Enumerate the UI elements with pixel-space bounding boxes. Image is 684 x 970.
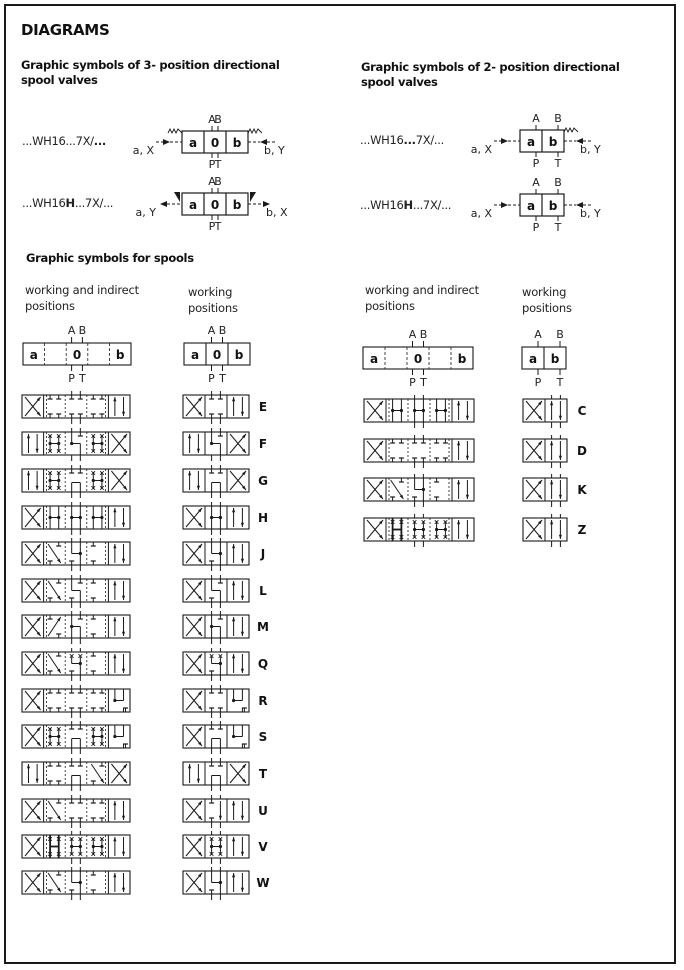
spool-symbol-short-Z	[523, 514, 567, 547]
arrowhead-icon	[232, 654, 235, 658]
arrowhead-icon	[241, 632, 244, 636]
arrowhead-icon	[163, 139, 170, 145]
pilot-label-right: b, X	[266, 206, 288, 219]
port-label-a: A	[67, 324, 76, 337]
arrowhead-icon	[241, 523, 244, 527]
spool-header-2pos-full	[363, 328, 473, 389]
port-label-a: A	[532, 112, 540, 125]
arrowhead-icon	[241, 816, 244, 820]
spool-letter-E: E	[258, 400, 268, 414]
arrowhead-icon	[160, 201, 167, 207]
pilot-label-left: a, X	[470, 143, 492, 156]
spool-symbol-full-H	[22, 502, 130, 535]
arrowhead-icon	[559, 535, 562, 539]
arrowhead-icon	[241, 888, 244, 892]
col-heading-line2: positions	[522, 301, 572, 315]
spool-letter-R: R	[258, 694, 268, 708]
arrowhead-icon	[466, 416, 469, 420]
spool-header-2pos-short	[522, 328, 566, 389]
pilot-label-left: a, Y	[135, 206, 156, 219]
arrowhead-icon	[559, 456, 562, 460]
pilot-label-left: a, X	[470, 207, 492, 220]
spool-symbol-short-Q	[183, 648, 249, 681]
arrowhead-icon	[550, 441, 553, 445]
header-cell-label: b	[115, 348, 125, 362]
arrowhead-icon	[36, 449, 39, 453]
spool-letter-M: M	[257, 620, 269, 634]
spool-symbol-full-U	[22, 795, 130, 828]
spool-header-3pos-full	[23, 324, 131, 385]
arrowhead-icon	[241, 559, 244, 563]
arrowhead-icon	[122, 523, 125, 527]
valve-code-3pos-hydraulic: ...WH16H...7X/...	[22, 196, 114, 210]
arrowhead-icon	[113, 873, 116, 877]
spool-letter-T: T	[258, 767, 268, 781]
arrowhead-icon	[197, 449, 200, 453]
spool-symbol-short-M	[183, 611, 249, 644]
spool-letter-U: U	[258, 804, 268, 818]
arrowhead-icon	[550, 480, 553, 484]
col-heading-line2: positions	[365, 299, 415, 313]
arrowhead-icon	[241, 412, 244, 416]
arrowhead-icon	[219, 816, 222, 820]
spool-symbol-short-E	[183, 391, 249, 424]
pilot-triangle-icon	[250, 192, 256, 202]
header-cell-label: a	[369, 352, 379, 366]
arrowhead-icon	[241, 669, 244, 673]
spool-symbol-full-T	[22, 758, 130, 791]
arrowhead-icon	[466, 456, 469, 460]
header-cell-label: 0	[72, 348, 82, 362]
spool-symbol-short-K	[523, 474, 567, 507]
header-cell-label: a	[190, 348, 200, 362]
arrowhead-icon	[57, 617, 61, 621]
port-label-p: P	[68, 372, 75, 385]
spool-symbol-short-W	[183, 867, 249, 900]
arrowhead-icon	[122, 596, 125, 600]
spool-symbol-short-R	[183, 685, 249, 718]
spool-letter-G: G	[258, 474, 268, 488]
spring-icon	[564, 128, 578, 132]
port-label-p: P	[409, 376, 416, 389]
valve-symbol-3pos-standard	[133, 113, 285, 171]
port-label-p: P	[208, 220, 216, 233]
port-label-t: T	[219, 372, 226, 385]
arrowhead-icon	[232, 508, 235, 512]
port-label-a: A	[408, 328, 417, 341]
arrowhead-icon	[113, 581, 116, 585]
spool-symbol-full-R	[22, 685, 130, 718]
spool-letter-W: W	[256, 876, 270, 890]
arrowhead-icon	[27, 434, 30, 438]
arrowhead-icon	[188, 434, 191, 438]
col-heading-line1: working	[188, 285, 233, 299]
arrowhead-icon	[113, 617, 116, 621]
arrowhead-icon	[36, 779, 39, 783]
three-position-heading-line1: Graphic symbols of 3- position directional	[21, 58, 280, 72]
spool-symbol-short-V	[183, 831, 249, 864]
arrowhead-icon	[57, 669, 61, 673]
spool-letter-D: D	[577, 444, 587, 458]
arrowhead-icon	[466, 495, 469, 499]
spool-letter-K: K	[577, 483, 587, 497]
valve-code-2pos-standard: ...WH16...7X/...	[360, 133, 444, 147]
spool-letter-Q: Q	[257, 657, 269, 671]
port-label-b: B	[556, 328, 564, 341]
arrowhead-icon	[197, 779, 200, 783]
arrowhead-icon	[122, 412, 125, 416]
arrowhead-icon	[457, 401, 460, 405]
valve-symbol-2pos-hydraulic	[471, 176, 601, 234]
pilot-label-right: b, Y	[264, 144, 285, 157]
arrowhead-icon	[57, 888, 61, 892]
arrowhead-icon	[241, 596, 244, 600]
arrowhead-icon	[57, 596, 61, 600]
arrowhead-icon	[188, 764, 191, 768]
port-label-b: B	[419, 328, 428, 341]
spool-symbol-full-E	[22, 391, 130, 424]
valve-cell-label: b	[232, 198, 242, 212]
spool-symbol-full-L	[22, 575, 130, 608]
spool-symbol-full-J	[22, 538, 130, 571]
header-cell-label: 0	[212, 348, 222, 362]
port-label-t: T	[79, 372, 86, 385]
spool-symbol-full-S	[22, 721, 130, 754]
spool-symbol-short-T	[183, 758, 249, 791]
port-label-b: B	[554, 112, 562, 125]
page-title: DIAGRAMS	[21, 21, 110, 39]
arrowhead-icon	[113, 544, 116, 548]
port-label-a: A	[532, 176, 540, 189]
port-label-p: P	[532, 221, 540, 234]
pilot-label-right: b, Y	[580, 143, 601, 156]
valve-cell-label: b	[548, 135, 558, 149]
spool-symbol-short-D	[523, 435, 567, 468]
spool-letter-L: L	[259, 584, 267, 598]
pilot-triangle-icon	[174, 192, 180, 202]
pilot-label-left: a, X	[132, 144, 154, 157]
port-label-b: B	[214, 175, 222, 188]
spool-letter-V: V	[258, 840, 268, 854]
valve-cell-label: a	[526, 199, 536, 213]
port-label-a: A	[207, 324, 216, 337]
port-label-p: P	[208, 372, 215, 385]
spool-letter-Z: Z	[577, 523, 587, 537]
arrowhead-icon	[559, 495, 562, 499]
two-position-heading-line2: spool valves	[361, 75, 438, 89]
arrowhead-icon	[57, 816, 61, 820]
arrowhead-icon	[122, 669, 125, 673]
spool-symbol-short-L	[183, 575, 249, 608]
spool-symbol-short-G	[183, 465, 249, 498]
arrowhead-icon	[36, 486, 39, 490]
spool-symbol-short-S	[183, 721, 249, 754]
arrowhead-icon	[232, 801, 235, 805]
col-heading-line2: positions	[25, 299, 75, 313]
valve-symbol-3pos-hydraulic	[136, 175, 288, 233]
spring-icon	[168, 129, 182, 133]
spool-symbol-full-M	[22, 611, 130, 644]
spool-letter-S: S	[258, 730, 268, 744]
spool-symbol-full-D	[364, 435, 474, 468]
header-cell-label: b	[550, 352, 560, 366]
spool-letter-J: J	[260, 547, 266, 561]
spool-symbol-full-Q	[22, 648, 130, 681]
port-label-a: A	[208, 113, 216, 126]
port-label-b: B	[554, 176, 562, 189]
arrowhead-icon	[57, 559, 61, 563]
port-label-b: B	[218, 324, 227, 337]
header-cell-label: a	[29, 348, 38, 362]
arrowhead-icon	[113, 508, 116, 512]
arrowhead-icon	[188, 471, 191, 475]
arrowhead-icon	[113, 837, 116, 841]
valve-code-2pos-hydraulic: ...WH16H...7X/...	[360, 198, 452, 212]
header-cell-label: 0	[413, 352, 423, 366]
valve-cell-label: a	[526, 135, 536, 149]
valve-symbol-2pos-standard	[471, 112, 601, 170]
spool-symbol-full-Z	[364, 514, 474, 547]
port-label-t: T	[554, 157, 562, 170]
port-label-b: B	[214, 113, 222, 126]
three-position-heading-line2: spool valves	[21, 73, 98, 87]
spring-icon	[248, 129, 262, 133]
arrowhead-icon	[122, 632, 125, 636]
port-label-t: T	[214, 220, 222, 233]
spool-letter-H: H	[257, 511, 269, 525]
arrowhead-icon	[197, 486, 200, 490]
valve-code-3pos-standard: ...WH16...7X/...	[22, 134, 106, 148]
valve-cell-label: a	[188, 198, 198, 212]
arrowhead-icon	[122, 888, 125, 892]
valve-cell-label: b	[548, 199, 558, 213]
arrowhead-icon	[122, 816, 125, 820]
spool-symbol-full-W	[22, 867, 130, 900]
port-label-t: T	[554, 221, 562, 234]
port-label-b: B	[78, 324, 87, 337]
port-label-t: T	[214, 158, 222, 171]
spool-symbol-short-C	[523, 395, 567, 428]
pilot-label-right: b, Y	[580, 207, 601, 220]
valve-cell-label: a	[188, 136, 198, 150]
valve-cell-label: b	[232, 136, 242, 150]
spool-letter-F: F	[258, 437, 268, 451]
spool-symbol-short-U	[183, 795, 249, 828]
arrowhead-icon	[27, 764, 30, 768]
port-label-t: T	[420, 376, 427, 389]
arrowhead-icon	[501, 138, 508, 144]
port-label-t: T	[556, 376, 564, 389]
arrowhead-icon	[457, 520, 460, 524]
arrowhead-icon	[100, 779, 104, 783]
arrowhead-icon	[232, 617, 235, 621]
header-cell-label: b	[234, 348, 244, 362]
port-label-p: P	[208, 158, 216, 171]
spool-symbol-full-K	[364, 474, 474, 507]
arrowhead-icon	[501, 202, 508, 208]
port-label-a: A	[208, 175, 216, 188]
arrowhead-icon	[466, 535, 469, 539]
arrowhead-icon	[113, 654, 116, 658]
col-heading-line1: working	[522, 285, 567, 299]
valve-cell-label: 0	[210, 136, 220, 150]
spool-symbol-full-V	[22, 831, 130, 864]
arrowhead-icon	[232, 581, 235, 585]
spools-heading: Graphic symbols for spools	[26, 251, 194, 265]
spool-symbol-short-H	[183, 502, 249, 535]
arrowhead-icon	[559, 416, 562, 420]
spool-symbol-full-F	[22, 428, 130, 461]
two-position-heading-line1: Graphic symbols of 2- position directional	[361, 60, 620, 74]
spool-letter-C: C	[577, 404, 587, 418]
arrowhead-icon	[113, 801, 116, 805]
spool-symbol-full-G	[22, 465, 130, 498]
arrowhead-icon	[550, 520, 553, 524]
col-heading-line2: positions	[188, 301, 238, 315]
spool-symbol-short-J	[183, 538, 249, 571]
arrowhead-icon	[241, 852, 244, 856]
arrowhead-icon	[457, 480, 460, 484]
spool-header-3pos-short	[184, 324, 250, 385]
header-cell-label: a	[528, 352, 538, 366]
header-cell-label: b	[457, 352, 467, 366]
arrowhead-icon	[457, 441, 460, 445]
arrowhead-icon	[122, 559, 125, 563]
arrowhead-icon	[232, 544, 235, 548]
arrowhead-icon	[232, 873, 235, 877]
spool-symbol-full-C	[364, 395, 474, 428]
arrowhead-icon	[122, 852, 125, 856]
arrowhead-icon	[550, 401, 553, 405]
port-label-p: P	[534, 376, 542, 389]
port-label-a: A	[534, 328, 542, 341]
port-label-p: P	[532, 157, 540, 170]
valve-cell-label: 0	[210, 198, 220, 212]
col-heading-line1: working and indirect	[365, 283, 479, 297]
col-heading-line1: working and indirect	[25, 283, 139, 297]
arrowhead-icon	[232, 837, 235, 841]
arrowhead-icon	[232, 397, 235, 401]
arrowhead-icon	[27, 471, 30, 475]
spool-symbol-short-F	[183, 428, 249, 461]
arrowhead-icon	[113, 397, 116, 401]
